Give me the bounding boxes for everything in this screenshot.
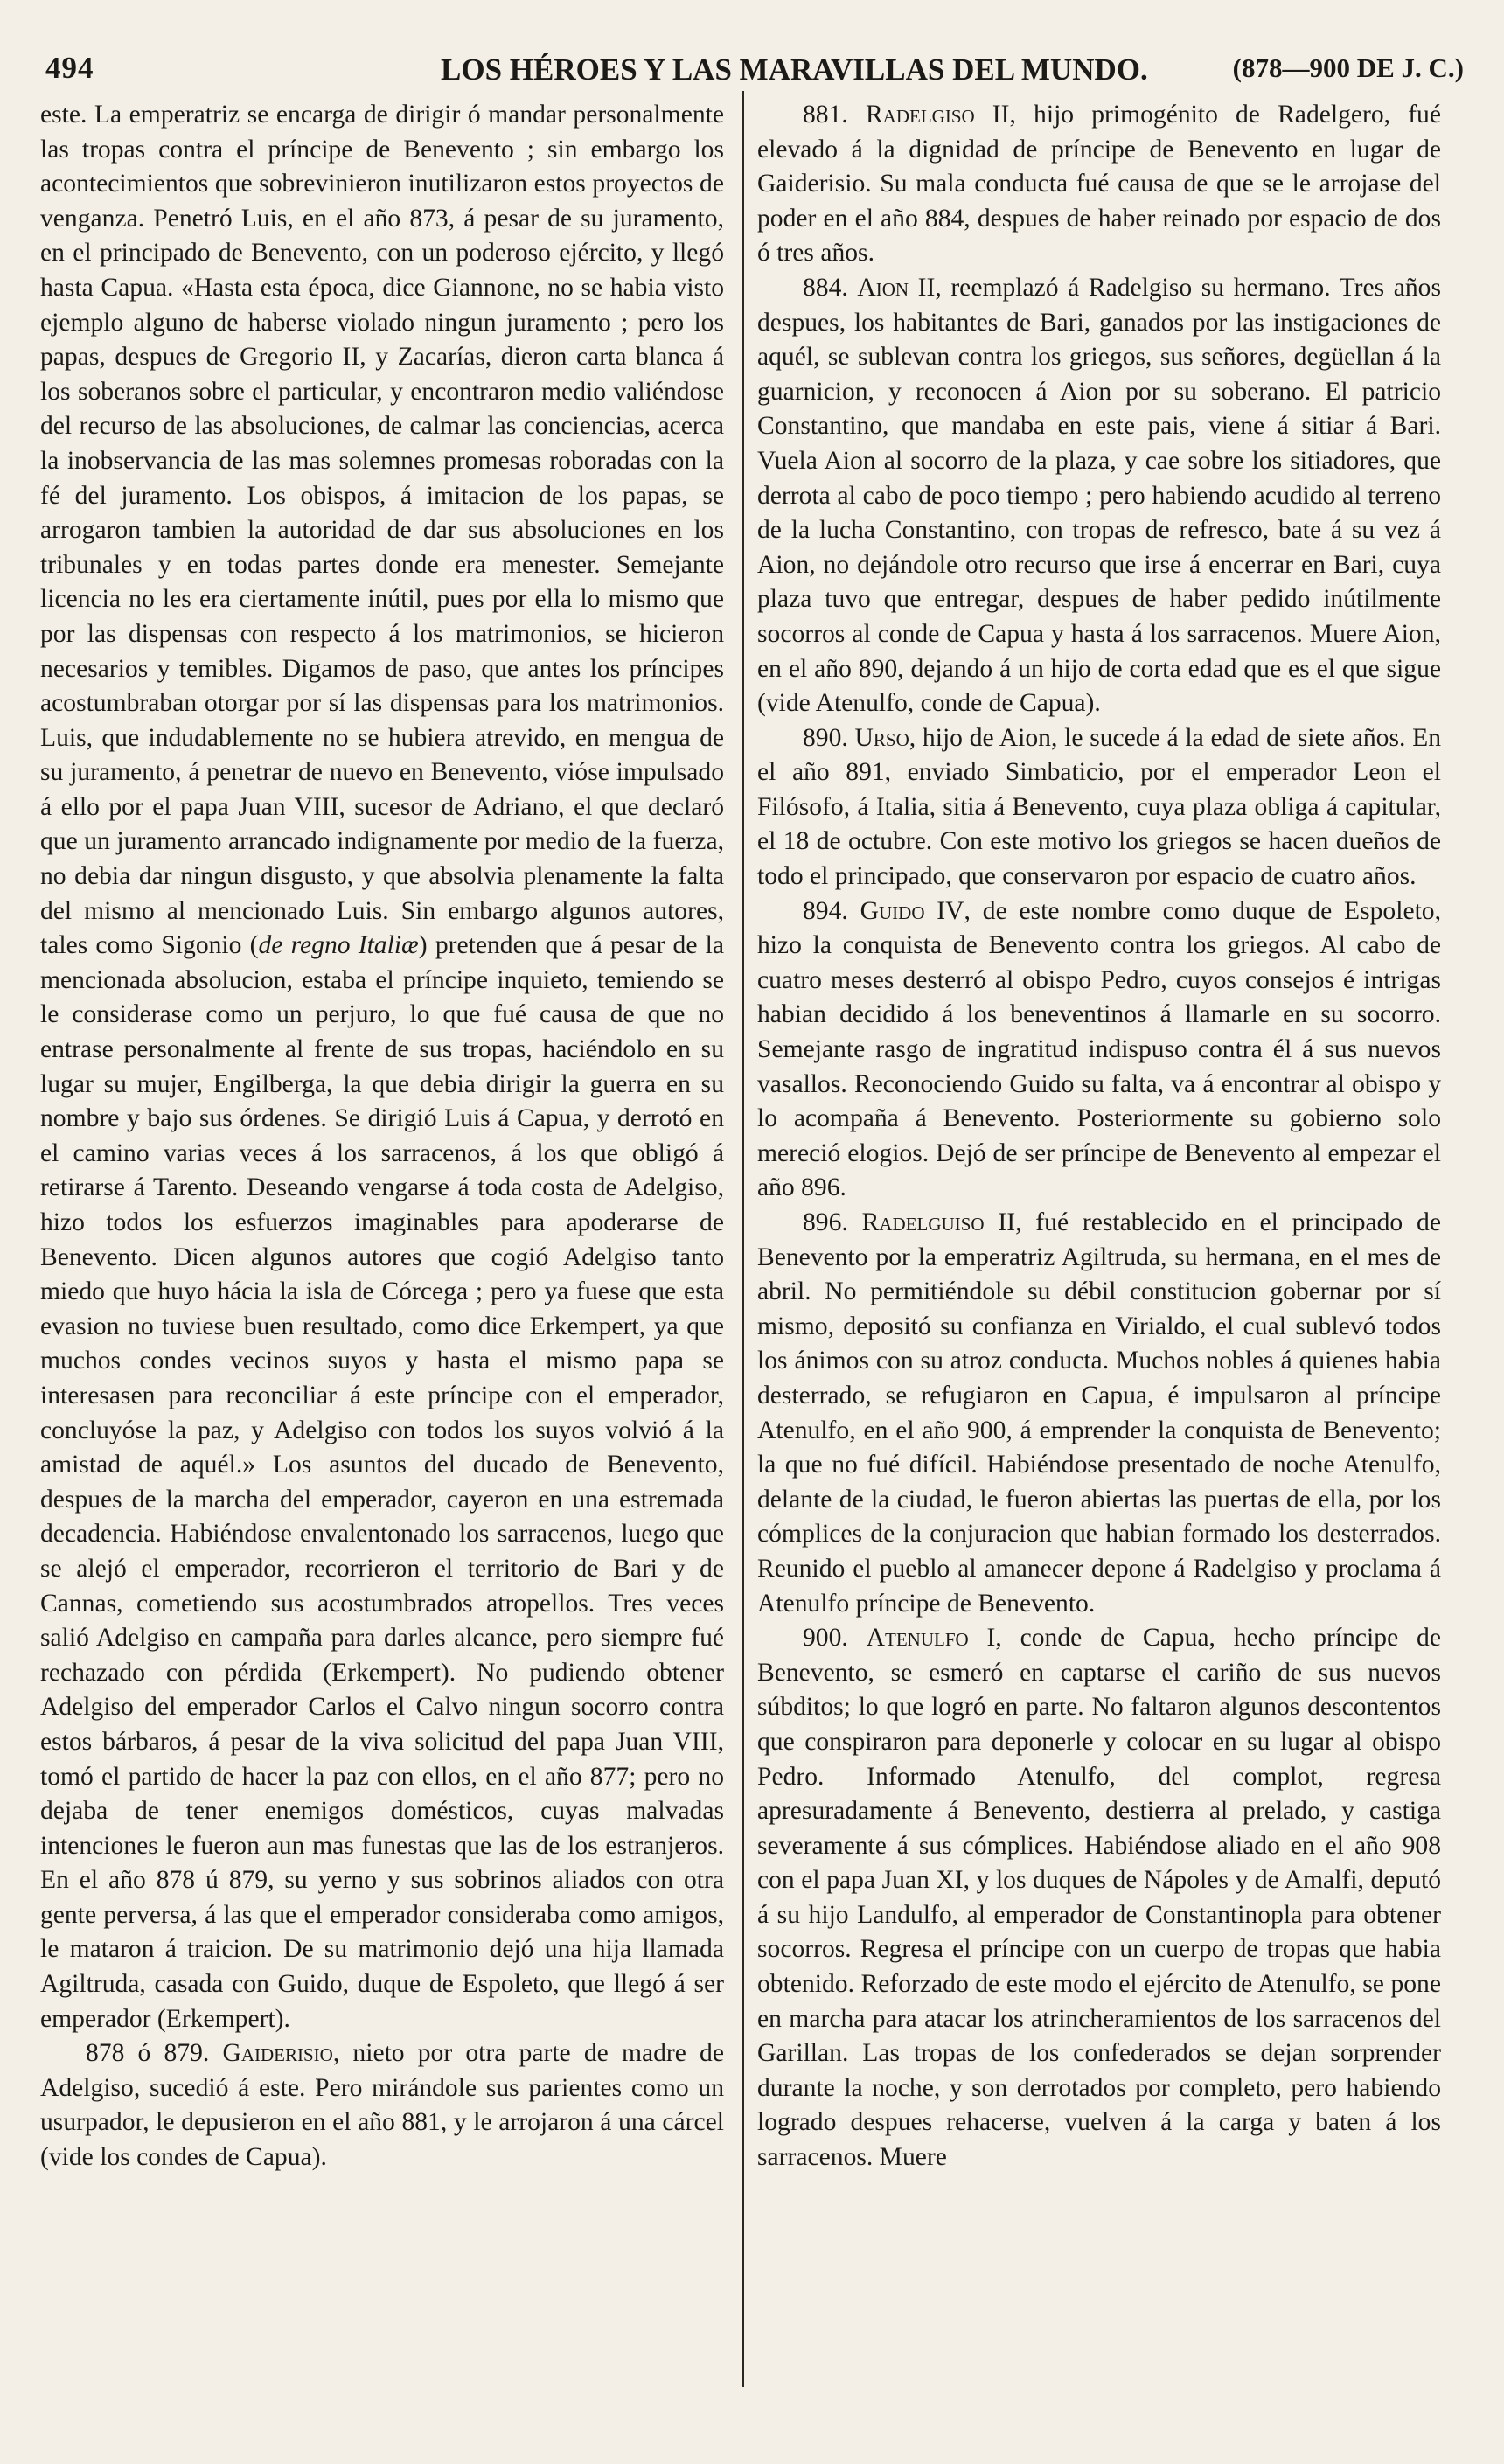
entry-text: , conde de Capua, hecho príncipe de Benevento, se esmeró en captarse el cariño de sus nuevos súbditos; lo que logró en parte. No faltaron algunos descontentos que conspiraron para deponerle y colocar en su lugar al obispo Pedro. Informado Atenulfo, del complot, regresa apresuradamente á Benevento, destierra al prelado, y castiga severamente á sus cómplices. Habiéndose aliado en el año 908 con el papa Juan XI, y los duques de Nápoles y de Amalfi, deputó á su hijo Landulfo, al emperador de Constantinopla para obtener socorros. Regresa el príncipe con un cuerpo de tropas que habia obtenido. Reforzado de este modo el ejército de Atenulfo, se pone en marcha para atacar los atrincheramientos de los sarracenos del Garillan. Las tropas de los confederados se dejan sorprender durante la noche, y son derrotados por completo, pero habiendo logrado despues rehacerse, vuelven á la carga y baten á los sarracenos. Muere (757, 1624, 1441, 2172)
paragraph-text: ) pretenden que á pesar de la mencionada absolucion, estaba el príncipe inquieto, temiendo se le considerase como un perjuro, lo que fué causa de que no entrase personalmente al frente de sus tropas, haciéndolo en su lugar su mujer, Engilberga, la que debia dirigir la guerra en su nombre y bajo sus órdenes. Se dirigió Luis á Capua, y derrotó en el camino varias veces á los sarracenos, á los que obligó á retirarse á Tarento. Deseando vengarse á toda costa de Adelgiso, hizo todos los esfuerzos imaginables para apoderarse de Benevento. Dicen algunos autores que cogió Adelgiso tanto miedo que huyo hácia la isla de Córcega ; pero ya fuese que esta evasion no tuviese buen resultado, como dice Erkempert, ya que muchos condes vecinos suyos y hasta el mismo papa se interesasen para reconciliar á este príncipe con el emperador, concluyóse la paz, y Adelgiso con todos los suyos volvió á la amistad de aquél.» Los asuntos del ducado de Benevento, despues de la marcha del emperador, cayeron en una estremada decadencia. Habiéndose envalentonado los sarracenos, luego que se alejó el emperador, recorrieron el territorio de Bari y de Cannas, cometiendo sus acostumbrados atropellos. Tres veces salió Adelgiso en campaña para darles alcance, pero siempre fué rechazado con pérdida (Erkempert). No pudiendo obtener Adelgiso del emperador Carlos el Calvo ningun socorro contra estos bárbaros, á pesar de la viva solicitud del papa Juan VIII, tomó el partido de hacer la paz con ellos, en el año 877; pero no dejaba de tener enemigos domésticos, cuyas malvadas intenciones le fueron aun mas funestas que las de los estranjeros. En el año 878 ú 879, su yerno y sus sobrinos aliados con otra gente perversa, á las que el emperador consideraba como amigos, le mataron á traicion. De su matrimonio dejó una hija llamada Agiltruda, casada con Guido, duque de Espoleto, que llegó á ser emperador (Erkempert). (40, 931, 724, 2033)
entry-year: 878 ó 879. (86, 2039, 210, 2068)
entry-year: 881. (803, 101, 848, 129)
entry-text: , fué restablecido en el principado de Benevento por la emperatriz Agiltruda, su hermana, en el mes de abril. No permitiéndole su débil constitucion gobernar por sí mismo, depositó su confianza en Virialdo, el cual sublevó todos los ánimos con su atroz conducta. Muchos nobles á quienes habia desterrado, se refugiaron en Capua, é impulsaron al príncipe Atenulfo, en el año 900, á emprender la conquista de Benevento; la que no fué difícil. Habiéndose presentado de noche Atenulfo, delante de la ciudad, le fueron abiertas las puertas de ella, por los cómplices de la conjuracion que habian formado los desterrados. Reunido el pueblo al amanecer depone á Radelgiso y proclama á Atenulfo príncipe de Benevento. (757, 1208, 1441, 1618)
entry-year: 884. (803, 273, 848, 302)
entry-name: Atenulfo I (866, 1624, 996, 1653)
entry-paragraph (757, 271, 1441, 721)
date-range: (878—900 DE J. C.) (1232, 52, 1464, 83)
entry-year: 890. (803, 723, 848, 752)
entry-name: Radelgiso II (865, 101, 1010, 129)
entry-paragraph (757, 721, 1441, 894)
entry-paragraph (757, 894, 1441, 1206)
entry-name: Gaiderisio (222, 2039, 333, 2068)
entry-year: 894. (803, 896, 848, 925)
entry-paragraph (40, 2036, 724, 2175)
column-divider (742, 91, 744, 2387)
entry-text: , hijo de Aion, le sucede á la edad de siete años. En el año 891, enviado Simbaticio, por el emperador Leon el Filósofo, á Italia, sitia á Benevento, cuya plaza obliga á capitular, el 18 de octubre. Con este motivo los griegos se hacen dueños de todo el principado, que conservaron por espacio de cuatro años. (757, 723, 1441, 891)
paragraph (40, 98, 724, 2036)
entry-name: Radelguiso II (861, 1208, 1016, 1236)
entry-name: Urso (854, 723, 909, 752)
entry-text: , hijo primogénito de Radelgero, fué elevado á la dignidad de príncipe de Benevento en lugar de Gaiderisio. Su mala conducta fué causa de que se le arrojase del poder en el año 884, despues de haber reinado por espacio de dos ó tres años. (757, 101, 1441, 268)
entry-paragraph (757, 98, 1441, 271)
entry-text: , nieto por otra parte de madre de Adelgiso, sucedió á este. Pero mirándole sus parientes como un usurpador, le depusieron en el año 881, y le arrojaron á una cárcel (vide los condes de Capua). (40, 2039, 724, 2172)
page-header (45, 45, 1464, 94)
entry-text: , reemplazó á Radelgiso su hermano. Tres años despues, los habitantes de Bari, ganados por las instigaciones de aquél, se sublevan contra los griegos, sus señores, degüellan á la guarnicion, y reconocen á Aion por su soberano. El patricio Constantino, que mandaba en este pais, viene á sitiar á Bari. Vuela Aion al socorro de la plaza, y cae sobre los sitiadores, que derrota al cabo de poco tiempo ; pero habiendo acudido al terreno de la lucha Constantino, con tropas de refresco, bate á su vez á Aion, no dejándole otro recurso que irse á encerrar en Bari, cuya plaza tuvo que entregar, despues de haber pedido inútilmente socorros al conde de Capua y hasta á los sarracenos. Muere Aion, en el año 890, dejando á un hijo de corta edad que es el que sigue (vide Atenulfo, conde de Capua). (757, 273, 1441, 718)
entry-name: Guido IV (860, 896, 964, 925)
right-column (757, 98, 1441, 2389)
entry-year: 896. (803, 1208, 848, 1236)
entry-paragraph (757, 1206, 1441, 1621)
page-number: 494 (45, 51, 94, 85)
italic-title: de regno Italiæ (258, 931, 419, 960)
entry-paragraph (757, 1621, 1441, 2175)
left-column (40, 98, 724, 2389)
entry-text: , de este nombre como duque de Espoleto, hizo la conquista de Benevento contra los griegos. Al cabo de cuatro meses desterró al obispo Pedro, cuyos consejos é intrigas habian decidido á los beneventinos á llamarle en su socorro. Semejante rasgo de ingratitud indispuso contra él á sus nuevos vasallos. Reconociendo Guido su falta, va á encontrar al obispo y lo acompaña á Benevento. Posteriormente su gobierno solo mereció elogios. Dejó de ser príncipe de Benevento al empezar el año 896. (757, 896, 1441, 1202)
paragraph-text: este. La emperatriz se encarga de dirigir ó mandar personalmente las tropas contra el príncipe de Benevento ; sin embargo los acontecimientos que sobrevinieron inutilizaron estos proyectos de venganza. Penetró Luis, en el año 873, á pesar de su juramento, en el principado de Benevento, con un poderoso ejército, y llegó hasta Capua. «Hasta esta época, dice Giannone, no se habia visto ejemplo alguno de haberse violado ningun juramento ; pero los papas, despues de Gregorio II, y Zacarías, dieron carta blanca á los soberanos sobre el particular, y encontraron medio valiéndose del recurso de las absoluciones, de calmar las conciencias, acerca la inobservancia de las mas solemnes promesas roboradas con la fé del juramento. Los obispos, á imitacion de los papas, se arrogaron tambien la autoridad de dar sus absoluciones en los tribunales y en todas partes donde era menester. Semejante licencia no les era ciertamente inútil, pues por ella lo mismo que por las dispensas con respecto á los matrimonios, se hicieron necesarios y temibles. Digamos de paso, que antes los príncipes acostumbraban otorgar por sí las dispensas para los matrimonios. Luis, que indudablemente no se hubiera atrevido, en mengua de su juramento, á penetrar de nuevo en Benevento, vióse impulsado á ello por el papa Juan VIII, sucesor de Adriano, el que declaró que un juramento arrancado indignamente por medio de la fuerza, no debia dar ningun disgusto, y que absolvia plenamente la falta del mismo al mencionado Luis. Sin embargo algunos autores, tales como Sigonio ( (40, 101, 724, 960)
entry-year: 900. (803, 1624, 848, 1653)
entry-name: Aion II (857, 273, 936, 302)
running-title: LOS HÉROES Y LAS MARAVILLAS DEL MUNDO. (441, 52, 1148, 87)
